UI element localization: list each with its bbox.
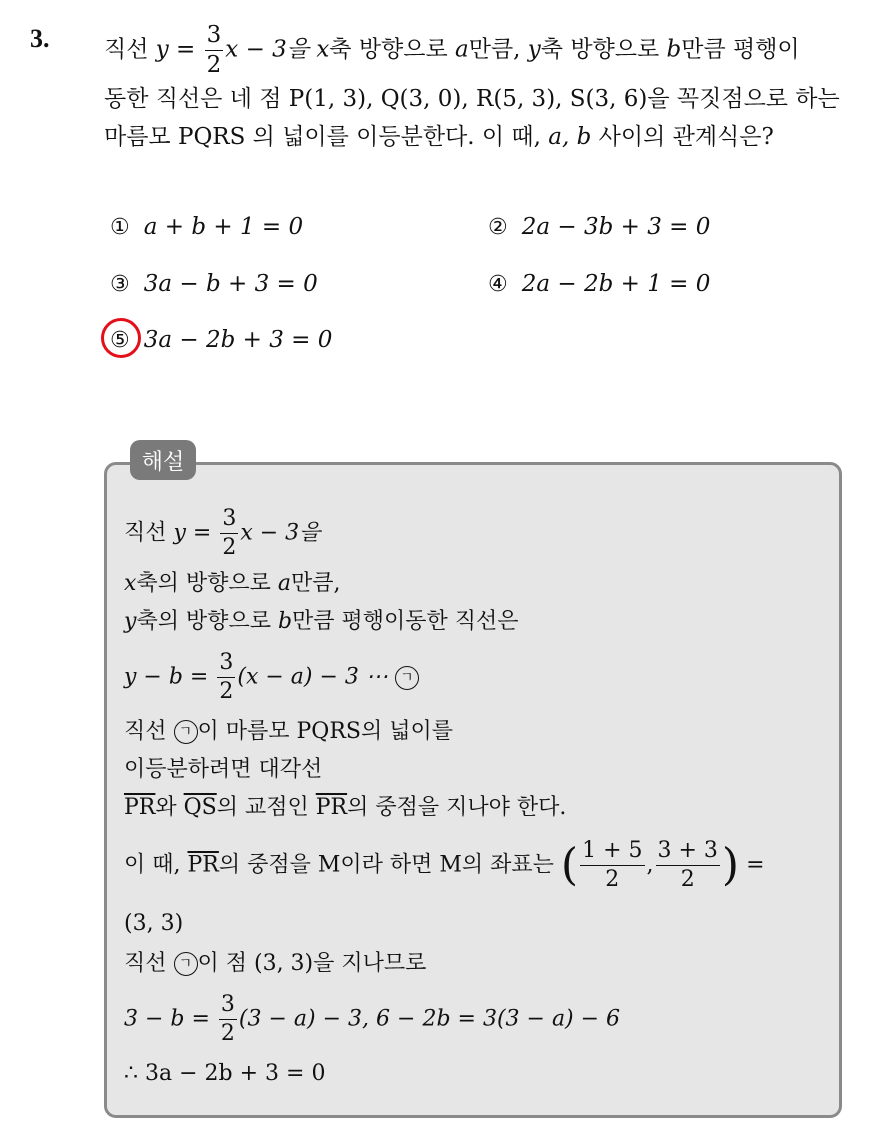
var-b: b — [277, 609, 293, 634]
fraction-numerator: 3 — [217, 652, 235, 678]
fraction-numerator: 3 — [219, 994, 237, 1020]
equation-lhs: y = — [155, 36, 203, 63]
problem-line-2: 동한 직선은 네 점 P(1, 3), Q(3, 0), R(5, 3), S(3, 6)을 꼭짓점으로 하는 — [104, 86, 840, 112]
text: 축 방향으로 — [329, 36, 456, 63]
choice-5[interactable] — [110, 327, 332, 353]
choice-3[interactable] — [110, 271, 318, 297]
segment-pr: $\overline{PR}$ — [124, 795, 156, 820]
fraction-denominator: 2 — [222, 535, 237, 560]
text: 이 마름모 PQRS의 넓이를 — [197, 719, 453, 744]
fraction — [580, 840, 644, 891]
fraction-denominator: 2 — [220, 1021, 235, 1046]
text: 만큼, — [468, 36, 528, 63]
choice-mark: ⑤ — [110, 328, 130, 353]
fraction-denominator: 2 — [219, 679, 234, 704]
text: 직선 — [124, 951, 174, 976]
choice-expr: 3a − 2b + 3 = 0 — [143, 327, 333, 353]
solution-line-11 — [124, 994, 620, 1045]
fraction-numerator: 3 — [205, 24, 224, 51]
segment-pr: $\overline{PR}$ — [187, 852, 219, 878]
text: 이 점 (3, 3)을 지나므로 — [197, 951, 427, 976]
fraction-numerator: 3 — [220, 508, 238, 534]
solution-line-2 — [124, 570, 341, 598]
solution-line-6: 이등분하려면 대각선 — [124, 757, 323, 782]
fraction — [219, 994, 237, 1045]
solution-line-4 — [124, 652, 419, 703]
problem-line-3 — [104, 122, 774, 152]
solution-line-1 — [124, 508, 320, 559]
text: 의 교점인 — [216, 795, 316, 820]
text: 직선 — [104, 36, 156, 63]
text: 직선 — [124, 520, 174, 546]
var-y: y — [527, 36, 541, 63]
choice-mark: ③ — [110, 272, 130, 297]
var-x: x — [316, 36, 330, 63]
solution-label: 해설 — [130, 440, 196, 480]
choice-expr: 2a − 2b + 1 = 0 — [521, 271, 711, 297]
var-x: x — [124, 571, 137, 596]
solution-line-10 — [124, 950, 426, 978]
var-y: y — [124, 609, 137, 634]
choice-2[interactable] — [488, 214, 710, 240]
text: 축의 방향으로 — [136, 571, 278, 596]
choice-4[interactable] — [488, 271, 710, 297]
equation-rhs: x − 3을 — [240, 520, 321, 546]
var-b: b — [666, 36, 682, 63]
text: 의 중점을 지나야 한다. — [347, 795, 567, 820]
text: 이 때, — [124, 852, 188, 878]
equation-lhs: 3 − b = — [124, 1006, 217, 1032]
fraction-denominator: 2 — [680, 867, 695, 892]
choice-expr: 3a − b + 3 = 0 — [143, 271, 318, 297]
circled-giyeok-icon: ㄱ — [174, 952, 198, 976]
var-a: a — [455, 36, 469, 63]
choice-mark: ② — [488, 215, 508, 240]
fraction-denominator: 2 — [605, 867, 620, 892]
choice-expr: 2a − 3b + 3 = 0 — [521, 214, 711, 240]
vars-ab: a, b — [548, 124, 592, 150]
segment-qs: $\overline{QS}$ — [183, 795, 217, 820]
fraction — [205, 24, 224, 77]
segment-pr: $\overline{PR}$ — [315, 795, 348, 820]
solution-line-7 — [124, 794, 566, 822]
text: 축 방향으로 — [540, 36, 667, 63]
text: 만큼 평행이동한 직선은 — [292, 609, 519, 634]
solution-line-9: (3, 3) — [124, 911, 184, 936]
problem-line-1 — [104, 24, 800, 77]
solution-line-12: ∴ 3a − 2b + 3 = 0 — [124, 1061, 326, 1086]
choice-expr: a + b + 1 = 0 — [143, 214, 304, 240]
text: 직선 — [124, 719, 174, 744]
fraction-numerator: 1 + 5 — [580, 840, 644, 866]
text: 의 중점을 M이라 하면 M의 좌표는 — [218, 852, 554, 878]
var-a: a — [277, 571, 292, 596]
right-paren: ) — [721, 839, 740, 891]
choice-mark: ④ — [488, 272, 508, 297]
equation-lhs: y − b = — [124, 664, 216, 690]
choice-mark: ① — [110, 215, 130, 240]
fraction-numerator: 3 + 3 — [656, 840, 720, 866]
text: 만큼, — [291, 571, 341, 596]
fraction — [656, 840, 720, 891]
equation-rhs: (x − a) − 3 ⋯ — [237, 664, 388, 690]
answer-circle-mark — [101, 318, 141, 358]
text: 마름모 PQRS 의 넓이를 이등분한다. 이 때, — [104, 124, 549, 150]
circled-giyeok-icon: ㄱ — [174, 720, 198, 744]
fraction — [220, 508, 238, 559]
solution-line-8: 이 때, $\overline{PR}$의 중점을 M이라 하면 M의 좌표는 ( $\frac{1 + 5}{2}$ , $\frac{3 + 3}{2}$ ) = — [124, 838, 765, 892]
solution-line-5 — [124, 718, 453, 746]
equals-sign: = — [746, 852, 765, 878]
text: 만큼 평행이 — [681, 36, 800, 63]
equation-rhs: (3 − a) − 3, 6 − 2b = 3(3 − a) − 6 — [238, 1006, 621, 1032]
solution-line-3 — [124, 608, 519, 636]
equation-lhs: y = — [173, 520, 219, 546]
left-paren: ( — [560, 839, 579, 891]
text: 축의 방향으로 — [136, 609, 278, 634]
question-number: 3. — [30, 24, 50, 53]
circled-giyeok-icon: ㄱ — [395, 666, 419, 690]
text: 와 — [155, 795, 184, 820]
text: 사이의 관계식은? — [591, 124, 774, 150]
choice-1[interactable] — [110, 214, 303, 240]
equation-rhs: x − 3을 — [225, 36, 317, 63]
fraction — [217, 652, 235, 703]
fraction-denominator: 2 — [206, 52, 222, 78]
